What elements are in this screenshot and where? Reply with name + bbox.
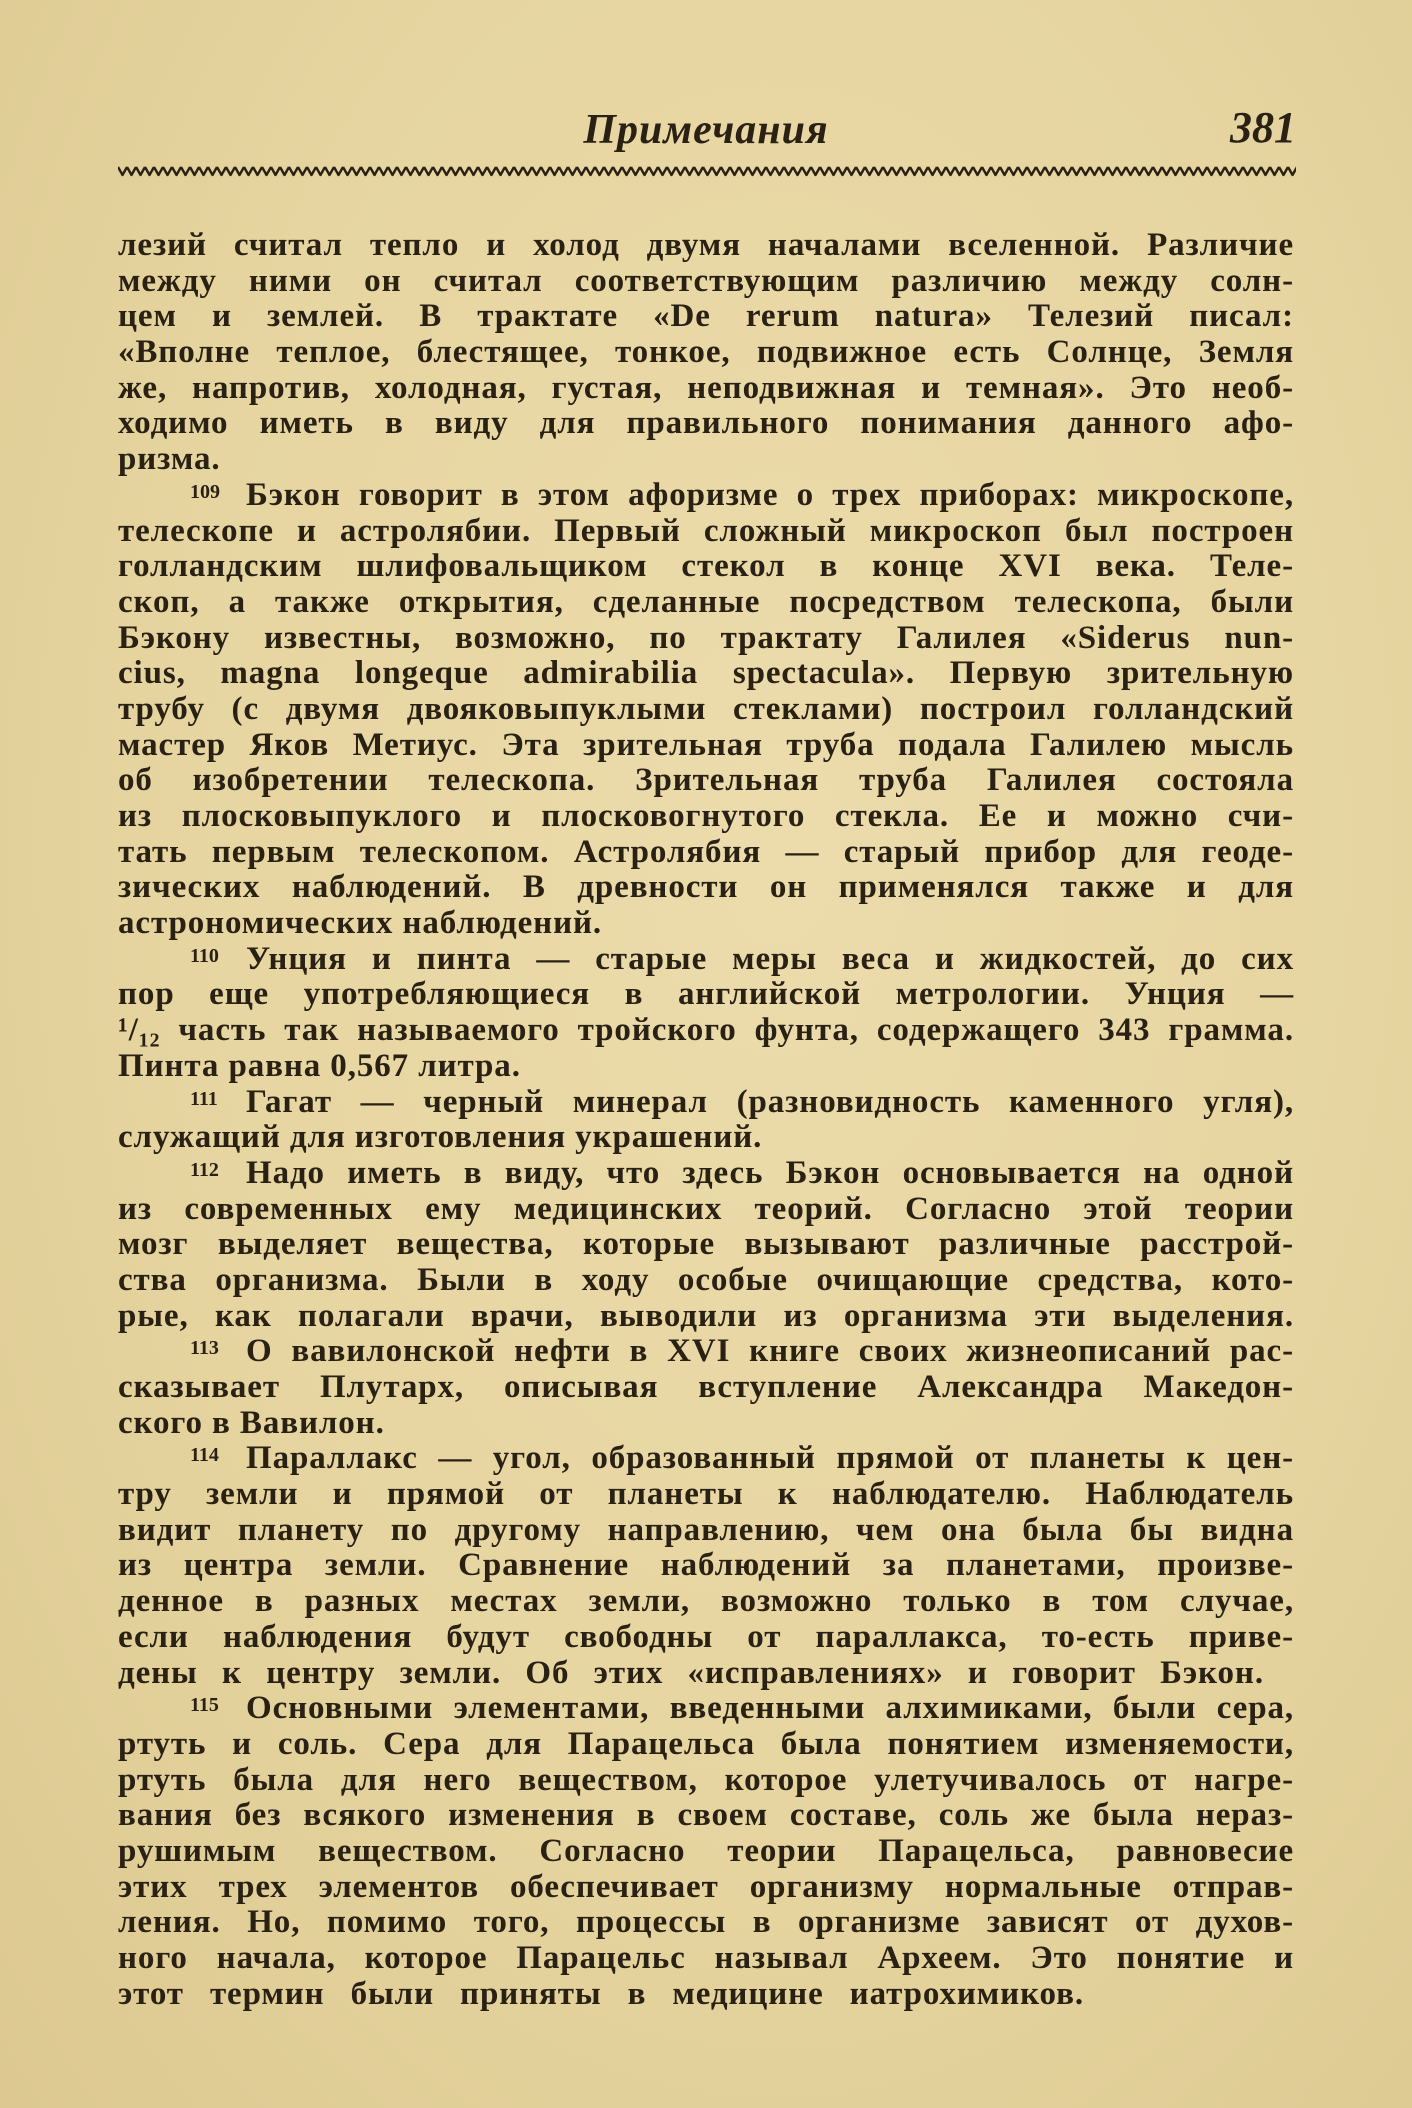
text-line: ства организма. Были в ходу особые очищающие средства, кото-: [118, 1261, 1294, 1298]
note-110: [118, 942, 1294, 1085]
text-line: мастер Яков Метиус. Эта зрительная труба подала Галилею мысль: [118, 726, 1294, 763]
text-line: ления. Но, помимо того, процессы в организме зависят от духов-: [118, 1904, 1294, 1941]
text-line: вания без всякого изменения в своем составе, соль же была нераз-: [118, 1797, 1294, 1834]
note-112: [118, 1156, 1294, 1334]
note-number: 109: [190, 480, 220, 503]
text-line: денное в разных местах земли, возможно только в том случае,: [118, 1583, 1294, 1620]
text-line: об изобретении телескопа. Зрительная труба Галилея состояла: [118, 762, 1294, 799]
text-line: лезий считал тепло и холод двумя началами вселенной. Различие: [118, 227, 1294, 263]
text-line: если наблюдения будут свободны от параллакса, то-есть приве-: [118, 1618, 1294, 1655]
note-number: 110: [190, 944, 219, 967]
text-line: [118, 1156, 1294, 1192]
text-line: ного начала, которое Парацельс называл Археем. Это понятие и: [118, 1940, 1294, 1976]
decorative-rule: [118, 164, 1296, 178]
text-line: Пинта равна 0,567 литра.: [118, 1047, 521, 1084]
page-number: 381: [1230, 103, 1296, 152]
text-line: тать первым телескопом. Астролябия — старый прибор для геоде-: [118, 833, 1294, 870]
note-text: Основными элементами, введенными алхимиками, были сера,: [246, 1690, 1294, 1727]
note-number: 112: [190, 1158, 219, 1181]
note-text: Гагат — черный минерал (разновидность каменного угля),: [246, 1083, 1294, 1120]
text-line: [118, 1691, 1294, 1727]
text-line: ртуть была для него веществом, которое улетучивалось от нагре-: [118, 1761, 1294, 1798]
text-line: этот термин были приняты в медицине иатрохимиков.: [118, 1975, 1084, 2012]
note-number: 115: [190, 1694, 219, 1717]
note-text: Надо иметь в виду, что здесь Бэкон основывается на одной: [246, 1154, 1294, 1191]
text-line: телескопе и астролябии. Первый сложный микроскоп был построен: [118, 512, 1294, 549]
text-line: [118, 942, 1294, 978]
note-115: [118, 1691, 1294, 2012]
text-line: Бэкону известны, возможно, по трактату Галилея «Siderus nun-: [118, 619, 1294, 656]
text-line: трубу (с двумя двояковыпуклыми стеклами) построил голландский: [118, 690, 1294, 727]
note-text: Унция и пинта — старые меры веса и жидкостей, до сих: [246, 940, 1294, 977]
text-line: [118, 1334, 1294, 1370]
text-line: этих трех элементов обеспечивает организму нормальные отправ-: [118, 1868, 1294, 1905]
note-114: [118, 1441, 1294, 1691]
text-line: [118, 1085, 1294, 1121]
note-109: [118, 478, 1294, 942]
note-text: Бэкон говорит в этом афоризме о трех приборах: микроскопе,: [246, 476, 1294, 513]
text-line: сказывает Плутарх, описывая вступление Александра Македон-: [118, 1369, 1294, 1405]
text-line: ризма.: [118, 441, 221, 478]
notes-text: [118, 228, 1294, 2012]
text-line: ртуть и соль. Сера для Парацельса была понятием изменяемости,: [118, 1725, 1294, 1762]
text-line: служащий для изготовления украшений.: [118, 1119, 763, 1156]
text-line: зических наблюдений. В древности он применялся также и для: [118, 869, 1294, 906]
note-number: 113: [190, 1337, 219, 1360]
text-line: cius, magna longeque admirabilia spectacula». Первую зрительную: [118, 655, 1294, 692]
note-text: Параллакс — угол, образованный прямой от планеты к цен-: [246, 1440, 1294, 1477]
note-number: 111: [190, 1087, 218, 1110]
text-line: мозг выделяет вещества, которые вызывают различные расстрой-: [118, 1226, 1294, 1263]
text-line: астрономических наблюдений.: [118, 905, 603, 942]
text-line: ¹/₁₂ часть так называемого тройского фунта, содержащего 343 грамма.: [118, 1012, 1294, 1049]
text-line: из современных ему медицинских теорий. Согласно этой теории: [118, 1190, 1294, 1227]
note-113: [118, 1334, 1294, 1441]
note-111: [118, 1085, 1294, 1156]
paragraph-continuation: [118, 228, 1294, 478]
text-line: ходимо иметь в виду для правильного понимания данного афо-: [118, 405, 1294, 442]
text-line: голландским шлифовальщиком стекол в конце XVI века. Теле-: [118, 548, 1294, 585]
text-line: видит планету по другому направлению, чем она была бы видна: [118, 1511, 1294, 1548]
text-line: «Вполне теплое, блестящее, тонкое, подвижное есть Солнце, Земля: [118, 334, 1294, 371]
text-line: из центра земли. Сравнение наблюдений за планетами, произве-: [118, 1547, 1294, 1584]
running-head-title: Примечания: [583, 107, 829, 153]
text-line: из плосковыпуклого и плосковогнутого стекла. Ее и можно счи-: [118, 798, 1294, 834]
text-line: рушимым веществом. Согласно теории Парацельса, равновесие: [118, 1832, 1294, 1869]
note-text: О вавилонской нефти в XVI книге своих жизнеописаний рас-: [246, 1333, 1294, 1370]
text-line: между ними он считал соответствующим различию между солн-: [118, 262, 1294, 299]
note-number: 114: [190, 1444, 219, 1467]
text-line: цем и землей. В трактате «De rerum natura» Телезий писал:: [118, 298, 1294, 335]
text-line: ского в Вавилон.: [118, 1404, 385, 1441]
text-line: дены к центру земли. Об этих «исправлениях» и говорит Бэкон.: [118, 1654, 1264, 1691]
text-line: пор еще употребляющиеся в английской метрологии. Унция —: [118, 976, 1294, 1013]
text-line: же, напротив, холодная, густая, неподвижная и темная». Это необ-: [118, 369, 1294, 406]
text-line: [118, 1441, 1294, 1477]
text-line: скоп, а также открытия, сделанные посредством телескопа, были: [118, 583, 1294, 620]
text-line: тру земли и прямой от планеты к наблюдателю. Наблюдатель: [118, 1476, 1294, 1513]
text-line: рые, как полагали врачи, выводили из организма эти выделения.: [118, 1297, 1294, 1334]
text-line: [118, 478, 1294, 514]
